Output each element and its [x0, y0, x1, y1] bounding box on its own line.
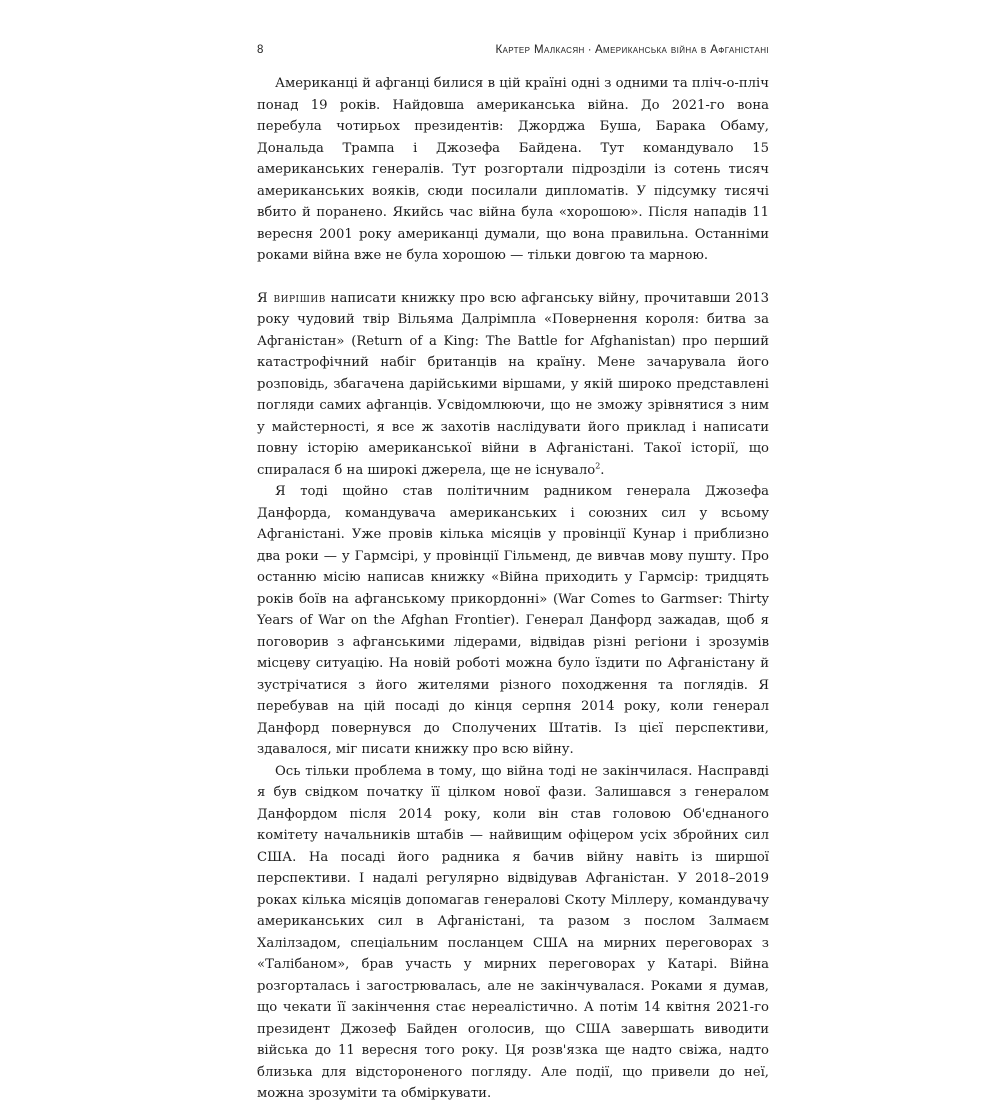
- paragraph-4: Ось тільки проблема в тому, що війна тоді не закінчилася. Насправді я був свідком початку її цілком нової фази. Залишався з генералом Данфордом після 2014 року, коли він став головою Об'єднаного комітету начальників штабів — найвищим офіцером усіх збройних сил США. На посаді його радника я бачив війну навіть із ширшої перспективи. І надалі регулярно відвідував Афганістан. У 2018–2019 роках кілька місяців допомагав генералові Скоту Міллеру, командувачу американських сил в Афганістані, та разом з послом Залмаєм Халілзадом, спеціальним посланцем США на мирних переговорах з «Талібаном», брав участь у мирних переговорах у Катарі. Війна розгорталась і загострювалась, але не закінчувалася. Роками я думав, що чекати її закінчення стає нереалістично. А потім 14 квітня 2021-го президент Джозеф Байден оголосив, що США завершать виводити війська до 11 вересня того року. Ця розв'язка ще надто свіжа, надто близька для відстороненого погляду. Але події, що привели до неї, можна зрозуміти та обміркувати.: [257, 763, 769, 1101]
- paragraph-2: [257, 288, 769, 482]
- page-number: 8: [257, 44, 264, 56]
- paragraph-lead-in: Я вирішив: [257, 290, 326, 306]
- book-title: Американська війна в Афганістані: [594, 44, 769, 56]
- footnote-marker: 2: [595, 461, 601, 471]
- running-title: [495, 44, 769, 56]
- paragraph-2-end: .: [600, 462, 605, 478]
- author-name: Картер Малкасян: [495, 44, 585, 56]
- book-page: [257, 38, 769, 1101]
- running-head: [257, 38, 769, 62]
- paragraph-1: Американці й афганці билися в цій країні одні з одними та пліч-о-пліч понад 19 років. Найдовша американська війна. До 2021-го вона перебула чотирьох президентів: Джорджа Буша, Барака Обаму, Дональда Трампа і Джозефа Байдена. Тут командувало 15 американських генералів. Тут розгортали підрозділи із сотень тисяч американських вояків, сюди посилали дипломатів. У підсумку тисячі вбито й поранено. Якийсь час війна була «хорошою». Після нападів 11 вересня 2001 року американці думали, що вона правильна. Останніми роками війна вже не була хорошою — тільки довгою та марною.: [257, 76, 769, 263]
- paragraph-3: Я тоді щойно став політичним радником генерала Джозефа Данфорда, командувача американських і союзних сил у всьому Афганістані. Уже провів кілька місяців у провінції Кунар і приблизно два роки — у Гармсірі, у провінції Гільменд, де вивчав мову пушту. Про останню місію написав книжку «Війна приходить у Гармсір: тридцять років боїв на афганському прикордонні» (War Comes to Garmser: Thirty Years of War on the Afghan Frontier). Генерал Данфорд зажадав, щоб я поговорив з афганськими лідерами, відвідав різні регіони і зрозумів місцеву ситуацію. На новій роботі можна було їздити по Афганістану й зустрічатися з його жителями різного походження та поглядів. Я перебував на цій посаді до кінця серпня 2014 року, коли генерал Данфорд повернувся до Сполучених Штатів. Із цієї перспективи, здавалося, міг писати книжку про всю війну.: [257, 484, 769, 757]
- body-text: [257, 73, 769, 1105]
- header-separator: ·: [587, 44, 592, 56]
- paragraph-2-text: написати книжку про всю афганську війну, прочитавши 2013 року чудовий твір Вільяма Далрімпла «Повернення короля: битва за Афганістан» (Return of a King: The Battle for Afghanistan) про перший катастрофічний набіг британців на країну. Мене зачарувала його розповідь, збагачена дарійськими віршами, у якій широко представлені погляди самих афганців. Усвідомлюючи, що не зможу зрівнятися з ним у майстерності, я все ж захотів наслідувати його приклад і написати повну історію американської війни в Афганістані. Такої історії, що спиралася б на широкі джерела, ще не існувало: [257, 290, 769, 478]
